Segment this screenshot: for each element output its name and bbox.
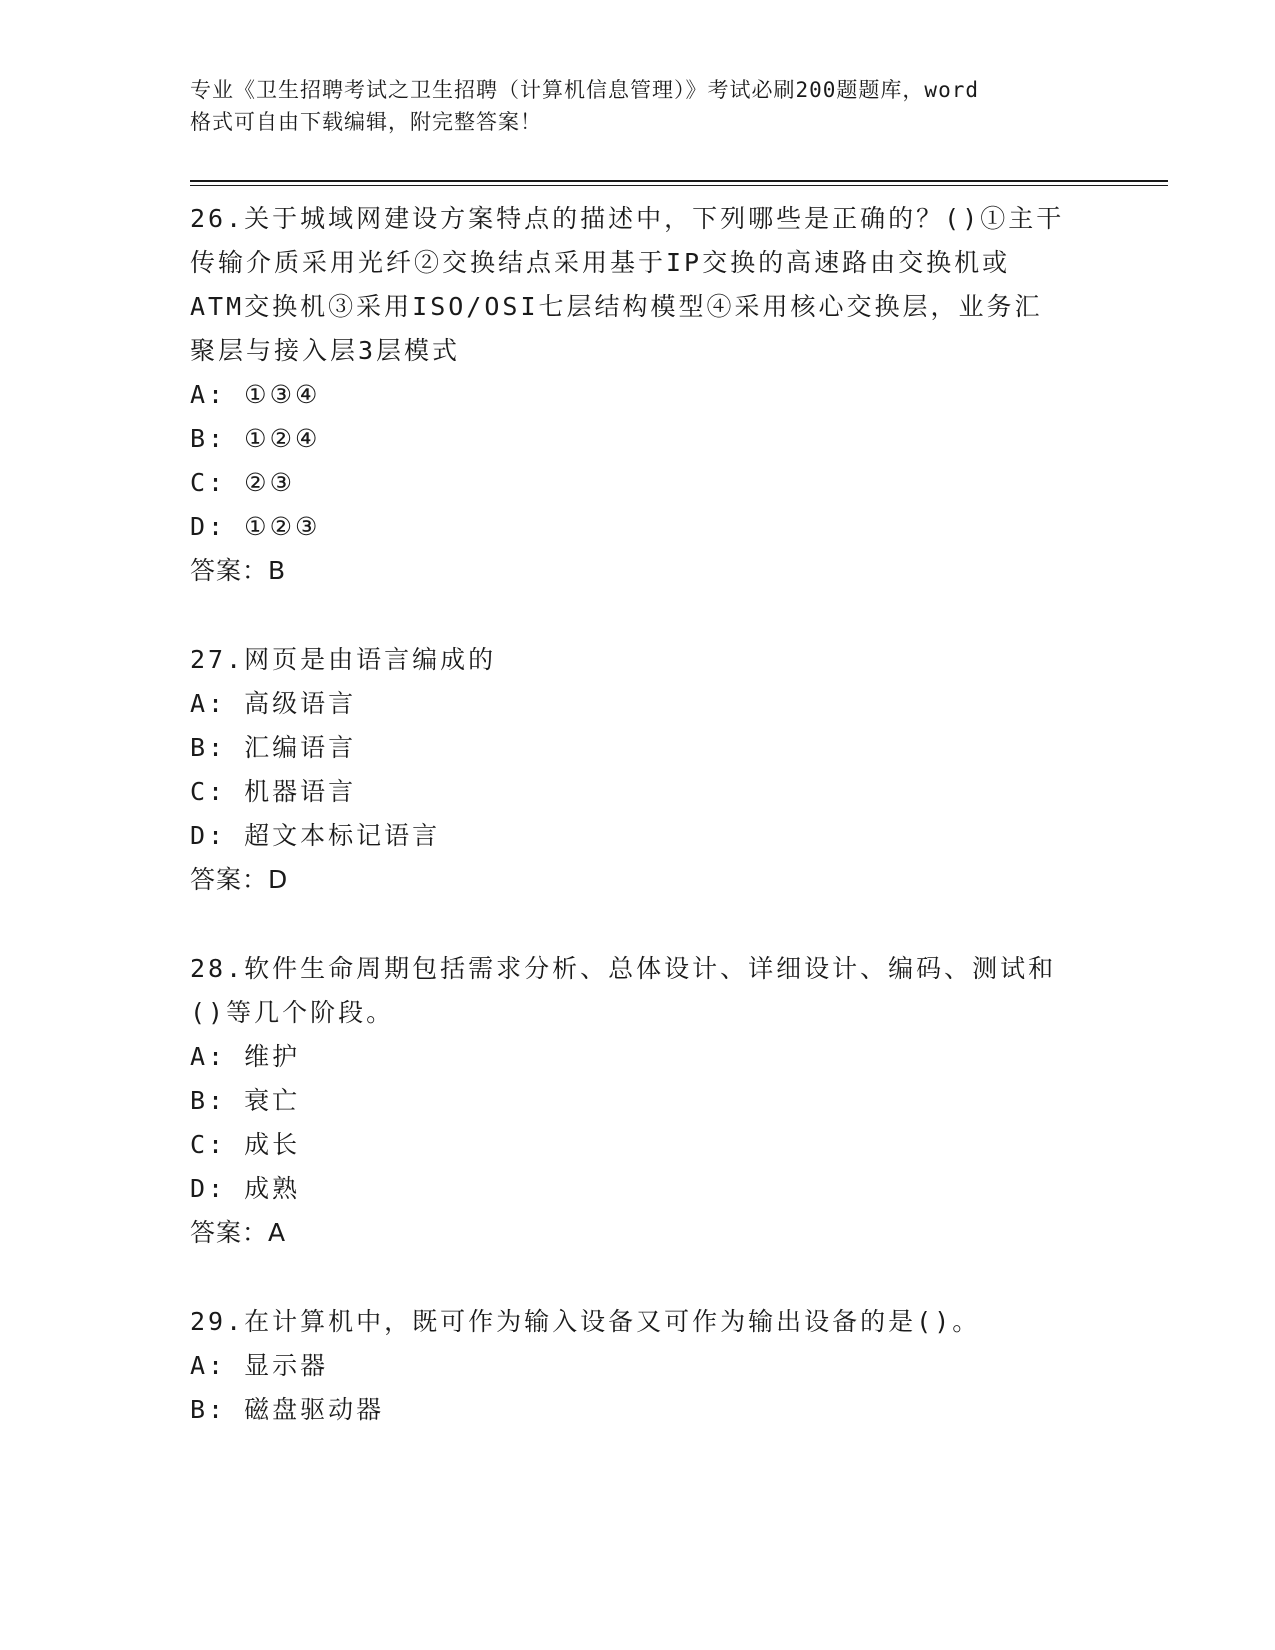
question-26-option-a: A: ①③④ <box>190 380 321 409</box>
question-27-answer: 答案：D <box>190 865 289 894</box>
header-line-1: 专业《卫生招聘考试之卫生招聘（计算机信息管理）》考试必刷200题题库，word <box>190 78 979 102</box>
question-26-stem-line-3: ATM交换机③采用ISO/OSI七层结构模型④采用核心交换层，业务汇 <box>190 292 1043 321</box>
question-28-option-a: A: 维护 <box>190 1042 301 1071</box>
question-28-option-c: C: 成长 <box>190 1130 301 1159</box>
question-29-stem-line-1: 29.在计算机中，既可作为输入设备又可作为输出设备的是()。 <box>190 1307 981 1336</box>
question-27-option-d: D: 超文本标记语言 <box>190 821 441 850</box>
question-26-option-d: D: ①②③ <box>190 512 321 541</box>
question-28-stem-line-1: 28.软件生命周期包括需求分析、总体设计、详细设计、编码、测试和 <box>190 954 1057 983</box>
question-29-option-a: A: 显示器 <box>190 1351 329 1380</box>
question-26-option-b: B: ①②④ <box>190 424 321 453</box>
question-26-answer: 答案：B <box>190 556 287 585</box>
question-27-stem-line-1: 27.网页是由语言编成的 <box>190 645 497 674</box>
question-27-option-b: B: 汇编语言 <box>190 733 357 762</box>
document-header <box>190 74 1090 138</box>
question-28-option-d: D: 成熟 <box>190 1174 301 1203</box>
question-28-stem-line-2: ()等几个阶段。 <box>190 998 395 1027</box>
question-27-option-a: A: 高级语言 <box>190 689 357 718</box>
question-26-stem-line-4: 聚层与接入层3层模式 <box>190 336 461 365</box>
question-26-stem-line-2: 传输介质采用光纤②交换结点采用基于IP交换的高速路由交换机或 <box>190 248 1011 277</box>
question-28-answer: 答案：A <box>190 1218 287 1247</box>
question-27-option-c: C: 机器语言 <box>190 777 357 806</box>
question-26-option-c: C: ②③ <box>190 468 295 497</box>
question-26-stem-line-1: 26.关于城域网建设方案特点的描述中，下列哪些是正确的？()①主干 <box>190 204 1065 233</box>
header-rule-thin <box>190 185 1168 186</box>
question-29-option-b: B: 磁盘驱动器 <box>190 1395 385 1424</box>
question-28-option-b: B: 衰亡 <box>190 1086 301 1115</box>
header-rule-thick <box>190 180 1168 182</box>
header-line-2: 格式可自由下载编辑，附完整答案！ <box>190 110 542 134</box>
